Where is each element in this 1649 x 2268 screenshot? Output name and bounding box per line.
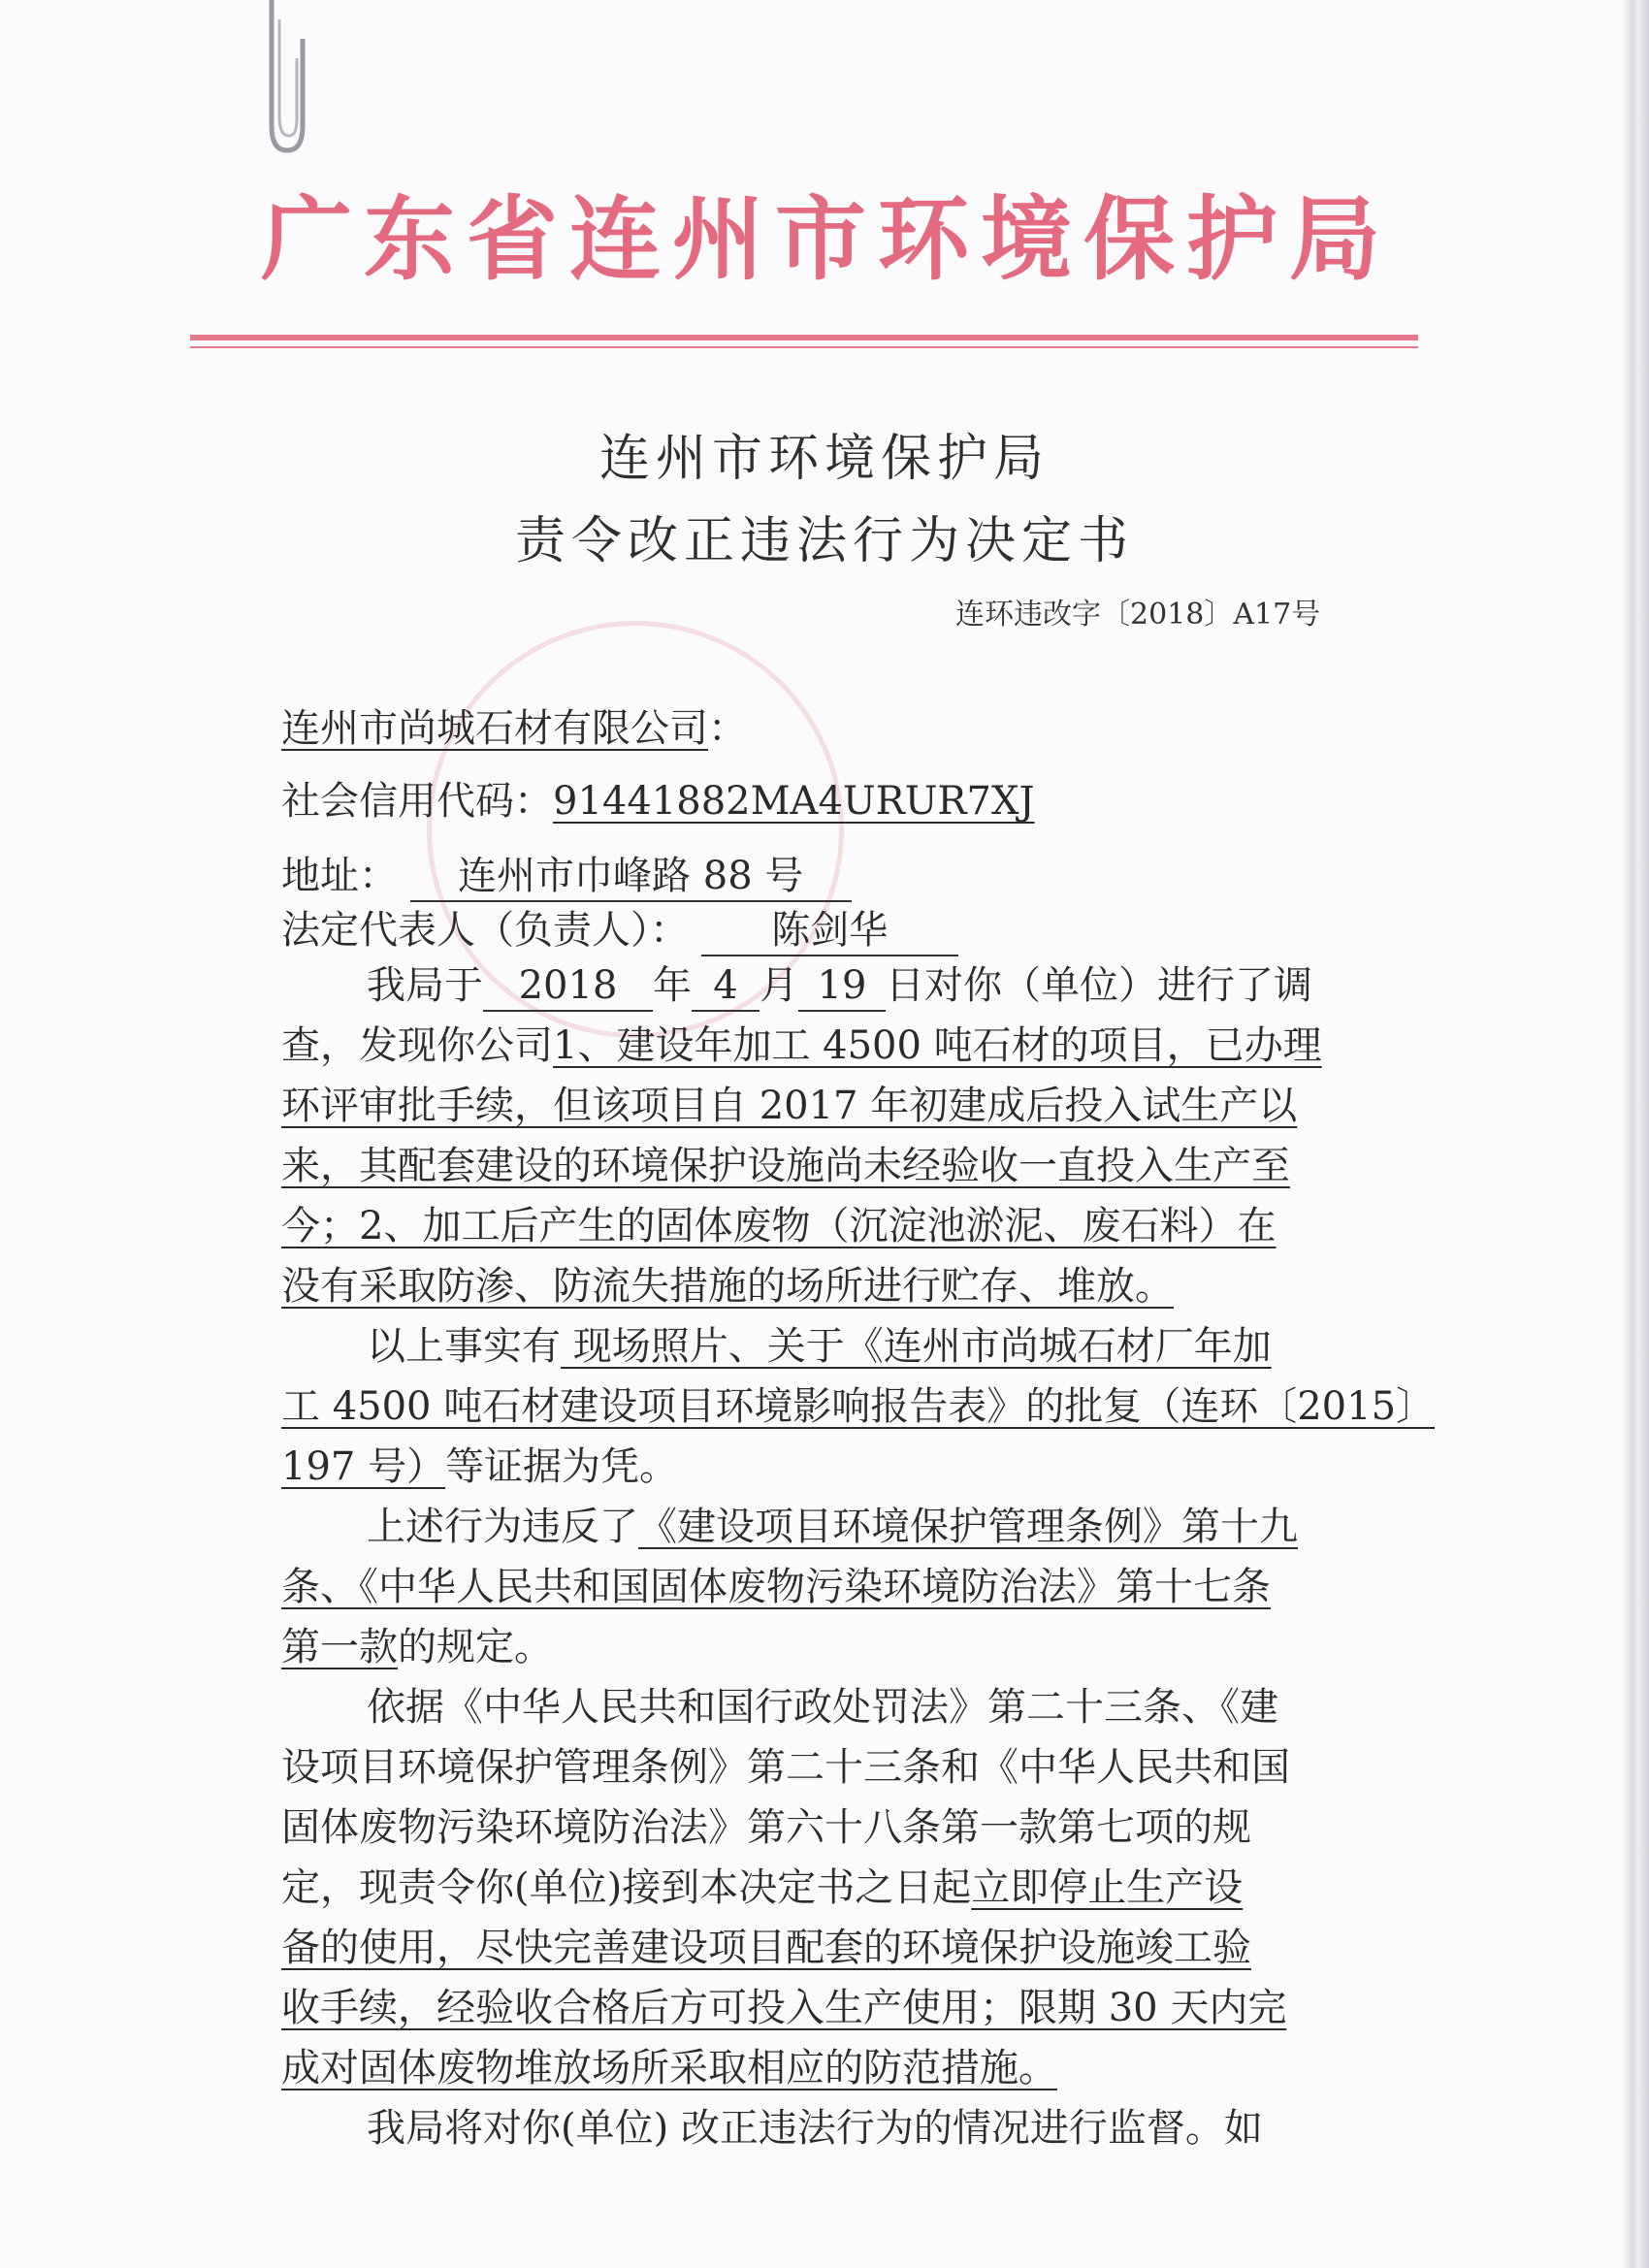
para2-evidence: 现场照片、关于《连州市尚城石材厂年加 bbox=[561, 1324, 1272, 1369]
representative-line bbox=[281, 900, 1416, 960]
recipient-name: 连州市尚城石材有限公司 bbox=[281, 706, 708, 751]
para4-line5: 备的使用，尽快完善建设项目配套的环境保护设施竣工验 bbox=[281, 1926, 1251, 1970]
para3-line2: 条、《中华人民共和国固体废物污染环境防治法》第十七条 bbox=[281, 1565, 1271, 1609]
para4-line7: 成对固体废物堆放场所采取相应的防范措施。 bbox=[281, 2046, 1057, 2090]
para1-line2 bbox=[281, 1016, 1416, 1076]
para2-line3-suffix: 等证据为凭。 bbox=[445, 1444, 679, 1489]
para1-line2-finding: 1、建设年加工 4500 吨石材的项目，已办理 bbox=[553, 1023, 1322, 1068]
letterhead-rule bbox=[190, 335, 1418, 340]
para1-line2-prefix: 查，发现你公司 bbox=[281, 1023, 553, 1068]
para1-line4: 来，其配套建设的环境保护设施尚未经验收一直投入生产至 bbox=[281, 1144, 1290, 1188]
para1-after-date: 日对你（单位）进行了调 bbox=[886, 963, 1312, 1008]
credit-code-line bbox=[281, 771, 1416, 831]
year-unit: 年 bbox=[653, 963, 692, 1008]
para3-line1 bbox=[367, 1497, 1416, 1557]
investigation-day: 19 bbox=[798, 961, 886, 1012]
para1-line3: 环评审批手续，但该项目自 2017 年初建成后投入试生产以 bbox=[281, 1084, 1298, 1128]
month-unit: 月 bbox=[760, 963, 798, 1008]
investigation-month: 4 bbox=[692, 961, 760, 1012]
para2-line1-prefix: 以上事实有 bbox=[367, 1324, 561, 1369]
para2-line3-evidence: 197 号） bbox=[281, 1444, 446, 1489]
paper-clip-icon bbox=[250, 0, 308, 160]
para4-line6: 收手续，经验收合格后方可投入生产使用；限期 30 天内完 bbox=[281, 1986, 1287, 2030]
para1-intro: 我局于 bbox=[367, 963, 483, 1008]
para2-line1 bbox=[367, 1316, 1416, 1377]
representative-label: 法定代表人（负责人）： bbox=[281, 908, 689, 953]
address-line bbox=[281, 846, 1416, 906]
para3-line3-suffix: 的规定。 bbox=[398, 1625, 553, 1669]
para2-line3 bbox=[281, 1437, 1416, 1497]
para4-line4-prefix: 定，现责令你(单位)接到本决定书之日起 bbox=[281, 1865, 972, 1910]
representative-value: 陈剑华 bbox=[701, 906, 958, 956]
credit-code-label: 社会信用代码： bbox=[281, 779, 553, 824]
para3-regulation: 《建设项目环境保护管理条例》第十九 bbox=[638, 1505, 1298, 1549]
para1-line5: 今；2、加工后产生的固体废物（沉淀池淤泥、废石料）在 bbox=[281, 1204, 1277, 1248]
page-edge-shadow bbox=[1622, 0, 1649, 2268]
address-label: 地址： bbox=[281, 854, 398, 898]
letterhead: 广东省连州市环境保护局 bbox=[260, 187, 1392, 293]
credit-code: 91441882MA4URUR7XJ bbox=[553, 779, 1035, 824]
para4-line4 bbox=[281, 1858, 1416, 1918]
para3-line3-clause: 第一款 bbox=[281, 1625, 398, 1669]
para4-order: 立即停止生产设 bbox=[971, 1865, 1244, 1910]
para1-line1 bbox=[367, 956, 1416, 1016]
recipient-line bbox=[281, 698, 1416, 759]
para3-line3 bbox=[281, 1617, 1416, 1677]
para3-line1-prefix: 上述行为违反了 bbox=[367, 1505, 638, 1549]
para4-line3: 固体废物污染环境防治法》第六十八条第一款第七项的规 bbox=[281, 1805, 1251, 1850]
para5-line1: 我局将对你(单位) 改正违法行为的情况进行监督。如 bbox=[367, 2106, 1263, 2151]
investigation-year: 2018 bbox=[483, 961, 653, 1012]
para1-line6: 没有采取防渗、防流失措施的场所进行贮存、堆放。 bbox=[281, 1264, 1174, 1309]
para4-line2: 设项目环境保护管理条例》第二十三条和《中华人民共和国 bbox=[281, 1745, 1290, 1790]
para2-line2: 工 4500 吨石材建设项目环境影响报告表》的批复（连环〔2015〕 bbox=[281, 1384, 1436, 1429]
letterhead-rule-thin bbox=[190, 346, 1418, 348]
recipient-suffix: ： bbox=[708, 706, 747, 751]
document-title-line2: 责令改正违法行为决定书 bbox=[514, 512, 1134, 570]
para4-line1: 依据《中华人民共和国行政处罚法》第二十三条、《建 bbox=[367, 1685, 1278, 1730]
address-value: 连州市巾峰路 88 号 bbox=[410, 852, 852, 902]
document-title-line1: 连州市环境保护局 bbox=[598, 430, 1050, 488]
document-number: 连环违改字〔2018〕A17号 bbox=[955, 598, 1321, 632]
